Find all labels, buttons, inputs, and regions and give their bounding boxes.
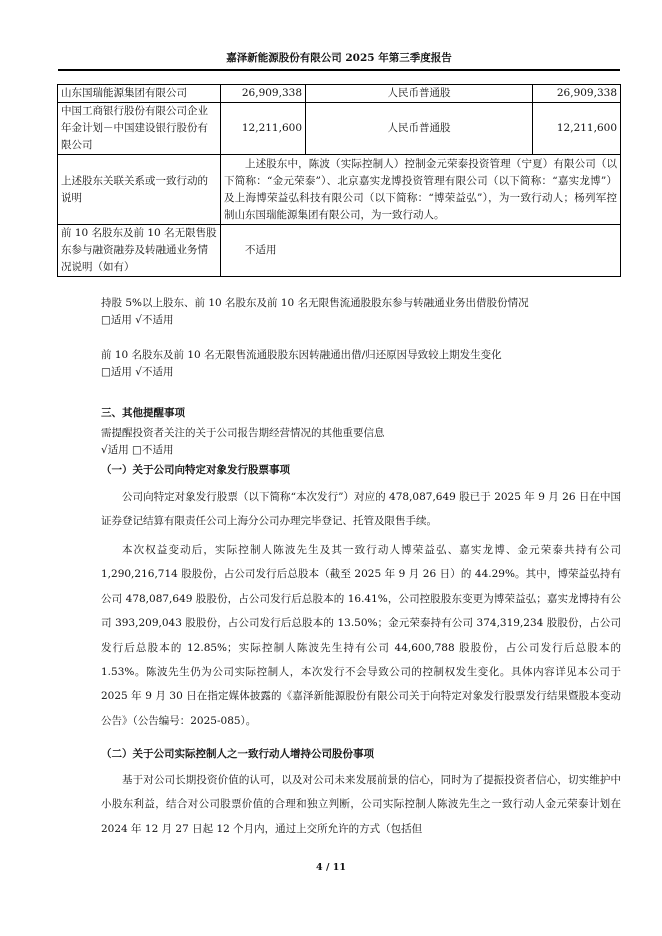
shareholder-table xyxy=(57,84,621,277)
section-intro: 需提醒投资者关注的关于公司报告期经营情况的其他重要信息 xyxy=(101,427,385,439)
share-type: 人民币普通股 xyxy=(306,103,533,155)
paragraph: 基于对公司长期投资价值的认可，以及对公司未来发展前景的信心，同时为了提振投资者信心，切实维护中小股东利益，结合对公司股票价值的合理和独立判断，公司实际控制人陈波先生之一致行动人金元荣泰计划在 2024 年 12 月 27 日起 12 个月内，通过上交所允许的方式（包括但 xyxy=(101,774,621,835)
section-title: 三、其他提醒事项 xyxy=(101,407,185,419)
lending-options: □适用 √不适用 xyxy=(101,314,174,326)
paragraph: 公司向特定对象发行股票（以下简称“本次发行”）对应的 478,087,649 股已于 2025 年 9 月 26 日在中国证券登记结算有限责任公司上海分公司办理完毕登记、托管及限售手续。 xyxy=(101,491,621,528)
table-row xyxy=(58,155,621,225)
change-options: □适用 √不适用 xyxy=(101,366,174,378)
share-quantity: 12,211,600 xyxy=(533,103,621,155)
table-row xyxy=(58,225,621,277)
holder-name: 中国工商银行股份有限公司企业年金计划－中国建设银行股份有限公司 xyxy=(58,103,221,155)
subsection-title: （二）关于公司实际控制人之一致行动人增持公司股份事项 xyxy=(101,748,374,760)
change-statement: 前 10 名股东及前 10 名无限售流通股股东因转融通出借/归还原因导致较上期发生变化 xyxy=(101,349,502,361)
margin-trading-text: 不适用 xyxy=(221,225,621,277)
paragraph: 本次权益变动后，实际控制人陈波先生及其一致行动人博荣益弘、嘉实龙博、金元荣泰共持有公司 1,290,216,714 股股份，占公司发行后总股本（截至 2025 年 9 月 26 日）的 44.29%。其中，博荣益弘持有公司 478,087,649 股股份，占公司发行后总股本的 16.41%，公司控股股东变更为博荣益弘；嘉实龙博持有公司 393,209,043 股股份，占公司发行后总股本的 13.50%；金元荣泰持有公司 374,319,234 股股份，占公司发行后总股本的 12.85%；实际控制人陈波先生持有公司 44,600,788 股股份，占公司发行后总股本的 1.53%。陈波先生仍为公司实际控制人，本次发行不会导致公司的控制权发生变化。具体内容详见本公司于 2025 年 9 月 30 日在指定媒体披露的《嘉泽新能源股份有限公司关于向特定对象发行股票发行结果暨股本变动公告》（公告编号：2025-085）。 xyxy=(101,544,621,727)
table-row xyxy=(58,85,621,103)
lending-statement: 持股 5%以上股东、前 10 名股东及前 10 名无限售流通股股东参与转融通业务出借股份情况 xyxy=(101,297,529,309)
subsection-title: （一）关于公司向特定对象发行股票事项 xyxy=(101,464,290,476)
page-header: 嘉泽新能源股份有限公司 2025 年第三季度报告 xyxy=(58,50,620,71)
related-parties-label: 上述股东关联关系或一致行动的说明 xyxy=(58,155,221,225)
share-quantity: 26,909,338 xyxy=(533,85,621,103)
section-options: √适用 □不适用 xyxy=(101,444,174,456)
table-row xyxy=(58,103,621,155)
holder-quantity: 12,211,600 xyxy=(221,103,306,155)
margin-trading-label: 前 10 名股东及前 10 名无限售股东参与融资融券及转融通业务情况说明（如有） xyxy=(58,225,221,277)
page-number: 4 / 11 xyxy=(316,862,346,873)
holder-quantity: 26,909,338 xyxy=(221,85,306,103)
related-parties-text: 上述股东中，陈波（实际控制人）控制金元荣泰投资管理（宁夏）有限公司（以下简称：“金元荣泰”）、北京嘉实龙博投资管理有限公司（以下简称：“嘉实龙博”）及上海博荣益弘科技有限公司（以下简称：“博荣益弘”），为一致行动人；杨列军控制山东国瑞能源集团有限公司，为一致行动人。 xyxy=(221,155,621,225)
holder-name: 山东国瑞能源集团有限公司 xyxy=(58,85,221,103)
share-type: 人民币普通股 xyxy=(306,85,533,103)
